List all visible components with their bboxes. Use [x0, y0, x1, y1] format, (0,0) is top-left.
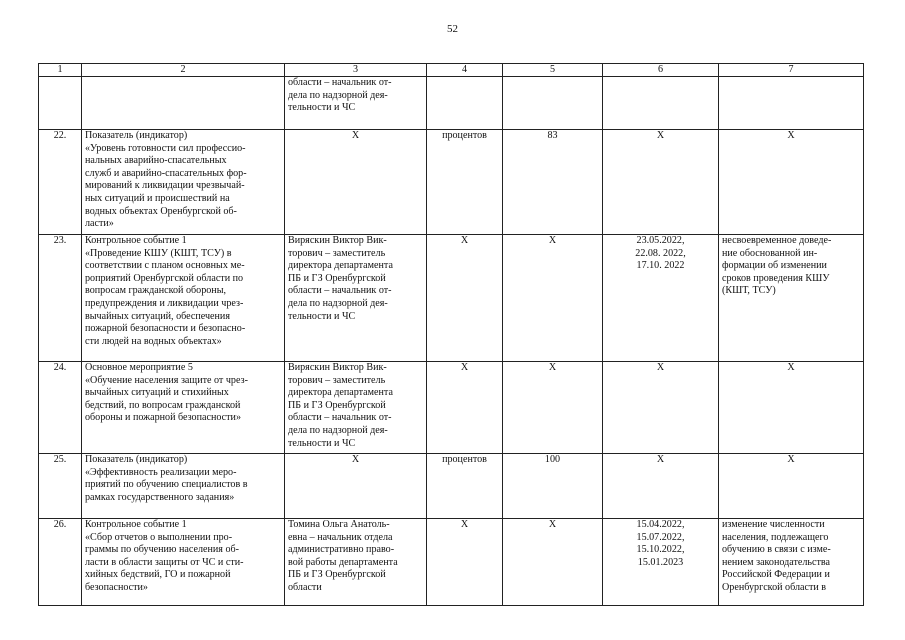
row-unit: процентов: [427, 454, 503, 519]
row-value: Х: [503, 362, 603, 454]
row-date: Х: [603, 362, 719, 454]
row-note: [719, 77, 864, 130]
row-value: Х: [503, 235, 603, 362]
table-row: [39, 130, 864, 235]
row-date: Х: [603, 454, 719, 519]
column-number: 3: [285, 64, 427, 77]
column-number: 6: [603, 64, 719, 77]
row-number: 23.: [39, 235, 82, 362]
row-unit: Х: [427, 362, 503, 454]
row-date: [603, 77, 719, 130]
row-date: Х: [603, 130, 719, 235]
row-value: Х: [503, 519, 603, 606]
page-number: 52: [447, 23, 458, 35]
row-note: Х: [719, 130, 864, 235]
row-responsible: области – начальник от- дела по надзорной дея- тельности и ЧС: [285, 77, 427, 130]
row-unit: Х: [427, 235, 503, 362]
row-unit: процентов: [427, 130, 503, 235]
row-unit: Х: [427, 519, 503, 606]
row-name: Показатель (индикатор) «Эффективность реализации меро- приятий по обучению специалистов в рамках государственного задания»: [82, 454, 285, 519]
row-note: несвоевременное доведе- ние обоснованной ин- формации об изменении сроков проведения КШУ (КШТ, ТСУ): [719, 235, 864, 362]
table-row: [39, 519, 864, 606]
row-name: Контрольное событие 1 «Проведение КШУ (КШТ, ТСУ) в соответствии с планом основных ме- роприятий Оренбургской области по вопросам гражданской обороны, предупреждения и ликвидации чрез- вычайных ситуаций, обеспечения пожарной безопасности и безопасно- сти людей на водных объектах»: [82, 235, 285, 362]
table-row: [39, 454, 864, 519]
row-name: Показатель (индикатор) «Уровень готовности сил профессио- нальных аварийно-спасательных служб и аварийно-спасательных фор- мирований к ликвидации чрезвычай- ных ситуаций и происшествий на водных объектах Оренбургской об- ласти»: [82, 130, 285, 235]
row-responsible: Виряскин Виктор Вик- торович – заместитель директора департамента ПБ и ГЗ Оренбургской области – начальник от- дела по надзорной дея- тельности и ЧС: [285, 235, 427, 362]
row-responsible: Виряскин Виктор Вик- торович – заместитель директора департамента ПБ и ГЗ Оренбургской области – начальник от- дела по надзорной дея- тельности и ЧС: [285, 362, 427, 454]
column-number: 2: [82, 64, 285, 77]
row-number: 22.: [39, 130, 82, 235]
row-responsible: Томина Ольга Анатоль- евна – начальник отдела административно право- вой работы департамента ПБ и ГЗ Оренбургской области: [285, 519, 427, 606]
row-note: Х: [719, 362, 864, 454]
row-name: [82, 77, 285, 130]
row-number: 24.: [39, 362, 82, 454]
table-row-continuation: [39, 77, 864, 130]
table-row: [39, 235, 864, 362]
row-responsible: Х: [285, 454, 427, 519]
column-number: 4: [427, 64, 503, 77]
column-number-row: [39, 64, 864, 77]
row-value: 100: [503, 454, 603, 519]
column-number: 1: [39, 64, 82, 77]
row-unit: [427, 77, 503, 130]
program-table: [38, 63, 864, 606]
row-name: Основное мероприятие 5 «Обучение населения защите от чрез- вычайных ситуаций и стихийных бедствий, по вопросам гражданской обороны и пожарной безопасности»: [82, 362, 285, 454]
row-note: Х: [719, 454, 864, 519]
row-number: 26.: [39, 519, 82, 606]
row-responsible: Х: [285, 130, 427, 235]
table-row: [39, 362, 864, 454]
row-value: [503, 77, 603, 130]
row-date: 23.05.2022, 22.08. 2022, 17.10. 2022: [603, 235, 719, 362]
row-name: Контрольное событие 1 «Сбор отчетов о выполнении про- граммы по обучению населения об- ласти в области защиты от ЧС и сти- хийных бедствий, ГО и пожарной безопасности»: [82, 519, 285, 606]
column-number: 5: [503, 64, 603, 77]
row-date: 15.04.2022, 15.07.2022, 15.10.2022, 15.01.2023: [603, 519, 719, 606]
row-number: [39, 77, 82, 130]
row-note: изменение численности населения, подлежащего обучению в связи с изме- нением законодательства Российской Федерации и Оренбургской области в: [719, 519, 864, 606]
column-number: 7: [719, 64, 864, 77]
row-number: 25.: [39, 454, 82, 519]
row-value: 83: [503, 130, 603, 235]
